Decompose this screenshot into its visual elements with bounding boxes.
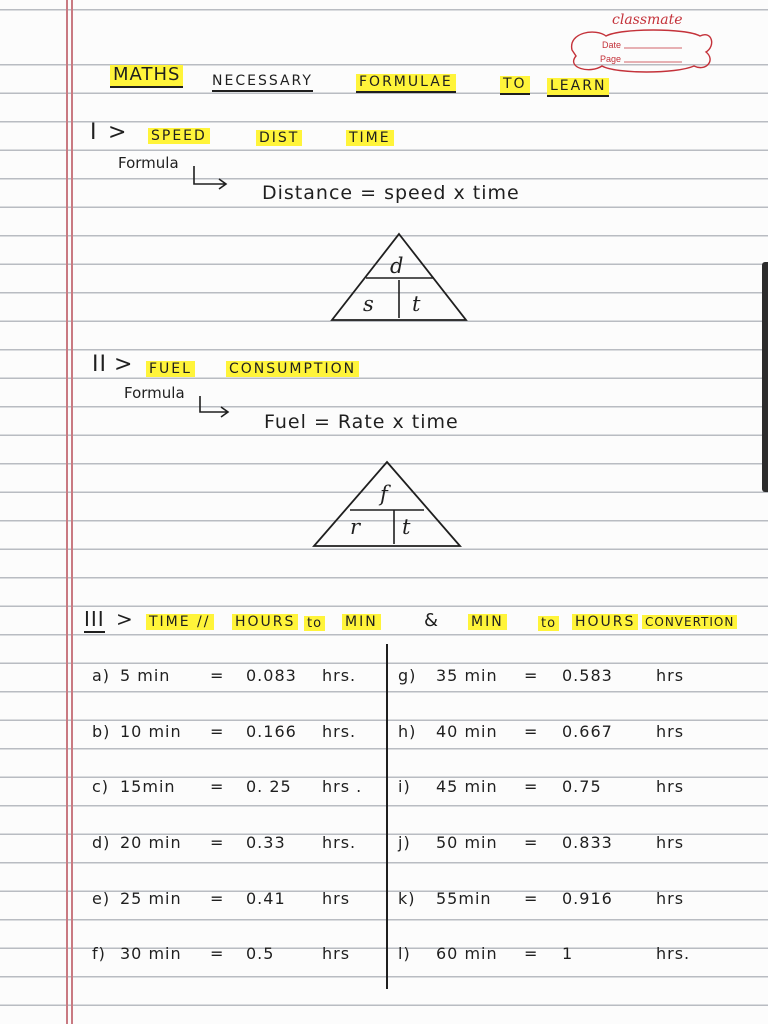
down-right-arrow-icon — [186, 164, 232, 190]
down-right-arrow-icon — [192, 394, 238, 420]
conversion-unit: hrs. — [322, 722, 357, 741]
page-edge-shadow — [762, 262, 768, 492]
section-heading-word: FUEL — [146, 361, 195, 377]
conversion-unit: hrs — [656, 889, 685, 908]
triangle-left-letter: s — [363, 292, 374, 316]
conversion-label: h) — [398, 722, 417, 741]
page-label: Page — [600, 54, 622, 64]
equation: Fuel = Rate x time — [264, 411, 459, 433]
title-word: LEARN — [547, 78, 609, 97]
conversion-label: a) — [92, 666, 111, 685]
conversion-eq: = — [524, 944, 539, 963]
margin-line — [71, 0, 73, 1024]
conversion-minutes: 40 min — [436, 722, 498, 741]
table-divider — [386, 644, 388, 989]
formula-label: Formula — [124, 384, 185, 402]
conversion-label: k) — [398, 889, 416, 908]
title-word: TO — [500, 76, 530, 95]
conversion-unit: hrs — [656, 722, 685, 741]
conversion-label: f) — [92, 944, 106, 963]
section-heading-word: SPEED — [148, 128, 210, 144]
conversion-eq: = — [524, 777, 539, 796]
conversion-label: b) — [92, 722, 111, 741]
triangle-left-letter: r — [350, 515, 361, 539]
conversion-label: e) — [92, 889, 111, 908]
conversion-minutes: 30 min — [120, 944, 182, 963]
conversion-hours: 0.833 — [562, 833, 613, 852]
equation: Distance = speed x time — [262, 182, 520, 204]
conversion-minutes: 45 min — [436, 777, 498, 796]
conversion-unit: hrs. — [322, 833, 357, 852]
conversion-minutes: 15min — [120, 777, 176, 796]
arrow-glyph: > — [108, 120, 128, 145]
section-heading-word: MIN — [468, 614, 507, 630]
conversion-unit: hrs. — [322, 666, 357, 685]
conversion-label: j) — [398, 833, 411, 852]
conversion-minutes: 25 min — [120, 889, 182, 908]
triangle-right-letter: t — [402, 515, 411, 539]
conversion-label: c) — [92, 777, 110, 796]
triangle-top-letter: f — [380, 482, 388, 506]
date-page-badge — [566, 26, 716, 74]
conversion-label: i) — [398, 777, 411, 796]
conversion-unit: hrs — [656, 833, 685, 852]
title-word: NECESSARY — [212, 74, 313, 92]
conversion-hours: 0.583 — [562, 666, 613, 685]
conversion-label: g) — [398, 666, 417, 685]
conversion-eq: = — [524, 666, 539, 685]
conversion-hours: 0.5 — [246, 944, 275, 963]
conversion-minutes: 10 min — [120, 722, 182, 741]
section-heading-word: to — [538, 616, 559, 631]
section-heading-word: & — [424, 610, 440, 631]
title-word: MATHS — [110, 65, 183, 88]
section-numeral: III — [84, 607, 105, 631]
conversion-eq: = — [524, 889, 539, 908]
conversion-eq: = — [210, 666, 225, 685]
conversion-eq: = — [524, 833, 539, 852]
conversion-unit: hrs — [656, 666, 685, 685]
conversion-hours: 1 — [562, 944, 574, 963]
conversion-hours: 0.75 — [562, 777, 602, 796]
conversion-eq: = — [210, 777, 225, 796]
conversion-eq: = — [524, 722, 539, 741]
triangle-right-letter: t — [412, 292, 421, 316]
section-heading-word: MIN — [342, 614, 381, 630]
conversion-hours: 0.41 — [246, 889, 286, 908]
conversion-minutes: 60 min — [436, 944, 498, 963]
title-word: FORMULAE — [356, 74, 456, 93]
arrow-glyph: > — [116, 607, 134, 631]
conversion-unit: hrs. — [656, 944, 691, 963]
section-heading-word: CONSUMPTION — [226, 361, 359, 377]
section-heading-word: CONVERTION — [642, 615, 737, 629]
conversion-label: d) — [92, 833, 111, 852]
conversion-minutes: 5 min — [120, 666, 171, 685]
margin-line — [66, 0, 68, 1024]
arrow-glyph: > — [114, 352, 134, 377]
conversion-unit: hrs — [656, 777, 685, 796]
conversion-eq: = — [210, 889, 225, 908]
conversion-minutes: 50 min — [436, 833, 498, 852]
date-label: Date — [602, 40, 622, 50]
conversion-hours: 0.33 — [246, 833, 286, 852]
conversion-minutes: 55min — [436, 889, 492, 908]
section-heading-word: HOURS — [572, 614, 638, 630]
conversion-unit: hrs — [322, 944, 351, 963]
conversion-eq: = — [210, 722, 225, 741]
conversion-label: l) — [398, 944, 411, 963]
conversion-minutes: 20 min — [120, 833, 182, 852]
section-numeral: I — [90, 120, 98, 145]
conversion-hours: 0.916 — [562, 889, 613, 908]
section-heading-word: HOURS — [232, 614, 298, 630]
section-numeral: II — [92, 352, 107, 377]
formula-label: Formula — [118, 154, 179, 172]
section-heading-word: TIME — [346, 130, 394, 146]
conversion-unit: hrs . — [322, 777, 363, 796]
section-heading-word: TIME // — [146, 614, 214, 630]
brand-logo: classmate — [612, 12, 683, 28]
section-heading-word: to — [304, 616, 325, 631]
conversion-eq: = — [210, 833, 225, 852]
conversion-hours: 0.667 — [562, 722, 613, 741]
triangle-top-letter: d — [390, 254, 404, 278]
conversion-hours: 0.166 — [246, 722, 297, 741]
conversion-hours: 0.083 — [246, 666, 297, 685]
conversion-hours: 0. 25 — [246, 777, 292, 796]
conversion-eq: = — [210, 944, 225, 963]
conversion-minutes: 35 min — [436, 666, 498, 685]
section-heading-word: DIST — [256, 130, 302, 146]
conversion-unit: hrs — [322, 889, 351, 908]
